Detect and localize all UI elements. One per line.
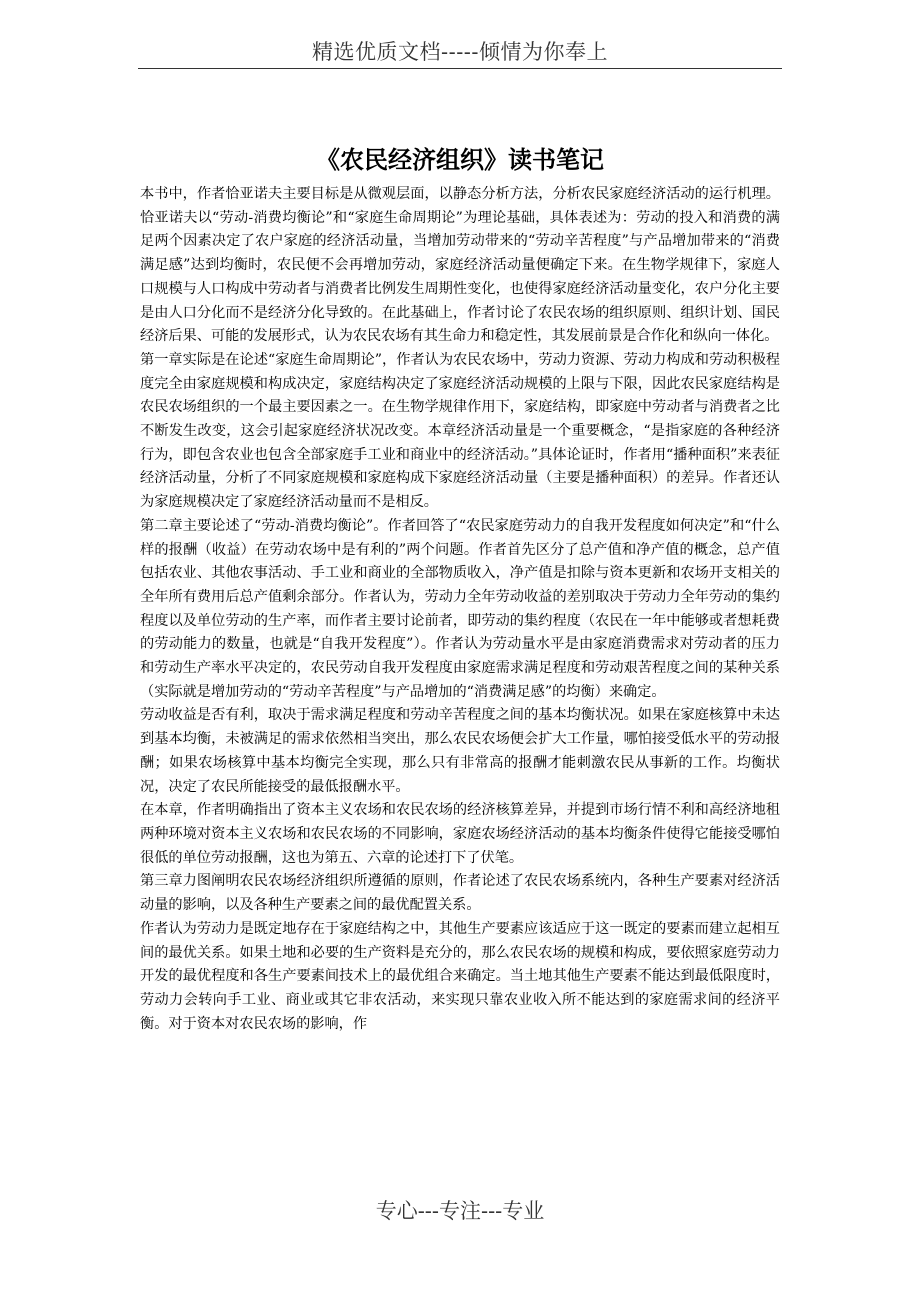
paragraph: 在本章，作者明确指出了资本主义农场和农民农场的经济核算差异，并提到市场行情不利和高经济地租两种环境对资本主义农场和农民农场的不同影响，家庭农场经济活动的基本均衡条件使得它能接受哪怕很低的单位劳动报酬，这也为第五、六章的论述打下了伏笔。: [140, 802, 780, 866]
page-footer: 专心---专注---专业: [375, 1199, 545, 1223]
paragraph: 第三章力图阐明农民农场经济组织所遵循的原则，作者论述了农民农场系统内，各种生产要素对经济活动量的影响，以及各种生产要素之间的最优配置关系。: [140, 873, 780, 914]
paragraph: 劳动收益是否有利，取决于需求满足程度和劳动辛苦程度之间的基本均衡状况。如果在家庭核算中未达到基本均衡，未被满足的需求依然相当突出，那么农民农场便会扩大工作量，哪怕接受低水平的劳动报酬；如果农场核算中基本均衡完全实现，那么只有非常高的报酬才能刺激农民从事新的工作。均衡状况，决定了农民所能接受的最低报酬水平。: [140, 707, 780, 795]
page-header: 精选优质文档-----倾情为你奉上: [312, 40, 608, 64]
paragraph: 第一章实际是在论述“家庭生命周期论”，作者认为农民农场中，劳动力资源、劳动力构成和劳动积极程度完全由家庭规模和构成决定，家庭结构决定了家庭经济活动规模的上限与下限，因此农民家庭结构是农民农场组织的一个最主要因素之一。在生物学规律作用下，家庭结构，即家庭中劳动者与消费者之比不断发生改变，这会引起家庭经济状况改变。本章经济活动量是一个重要概念，“是指家庭的各种经济行为，即包含农业也包含全部家庭手工业和商业中的经济活动。”具体论证时，作者用“播种面积”来表征经济活动量，分析了不同家庭规模和家庭构成下家庭经济活动量（主要是播种面积）的差异。作者还认为家庭规模决定了家庭经济活动量而不是相反。: [140, 351, 780, 511]
header-divider: [138, 68, 782, 69]
paragraph: 作者认为劳动力是既定地存在于家庭结构之中，其他生产要素应该适应于这一既定的要素而建立起相互间的最优关系。如果土地和必要的生产资料是充分的，那么农民农场的规模和构成，要依照家庭劳动力开发的最优程度和各生产要素间技术上的最优组合来确定。当土地其他生产要素不能达到最低限度时，劳动力会转向手工业、商业或其它非农活动，来实现只靠农业收入所不能达到的家庭需求间的经济平衡。对于资本对农民农场的影响，作: [140, 920, 780, 1032]
paragraph: 本书中，作者恰亚诺夫主要目标是从微观层面，以静态分析方法，分析农民家庭经济活动的运行机理。恰亚诺夫以“劳动-消费均衡论”和“家庭生命周期论”为理论基础，具体表述为：劳动的投入和消费的满足两个因素决定了农户家庭的经济活动量，当增加劳动带来的“劳动辛苦程度”与产品增加带来的“消费满足感”达到均衡时，农民便不会再增加劳动，家庭经济活动量便确定下来。在生物学规律下，家庭人口规模与人口构成中劳动者与消费者比例发生周期性变化，也使得家庭经济活动量变化，农户分化主要是由人口分化而不是经济分化导致的。在此基础上，作者讨论了农民农场的组织原则、组织计划、国民经济后果、可能的发展形式，认为农民农场有其生命力和稳定性，其发展前景是合作化和纵向一体化。: [140, 186, 780, 345]
document-title: 《农民经济组织》读书笔记: [316, 146, 604, 174]
paragraph: 第二章主要论述了“劳动-消费均衡论”。作者回答了“农民家庭劳动力的自我开发程度如何决定”和“什么样的报酬（收益）在劳动农场中是有利的”两个问题。作者首先区分了总产值和净产值的概念，总产值包括农业、其他农事活动、手工业和商业的全部物质收入，净产值是扣除与资本更新和农场开支相关的全年所有费用后总产值剩余部分。作者认为，劳动力全年劳动收益的差别取决于劳动力全年劳动的集约程度以及单位劳动的生产率，而作者主要讨论前者，即劳动的集约程度（农民在一年中能够或者想耗费的劳动能力的数量，也就是“自我开发程度”）。作者认为劳动量水平是由家庭消费需求对劳动者的压力和劳动生产率水平决定的，农民劳动自我开发程度由家庭需求满足程度和劳动艰苦程度之间的某种关系（实际就是增加劳动的“劳动辛苦程度”与产品增加的“消费满足感”的均衡）来确定。: [140, 517, 780, 700]
document-body: [140, 183, 780, 1036]
